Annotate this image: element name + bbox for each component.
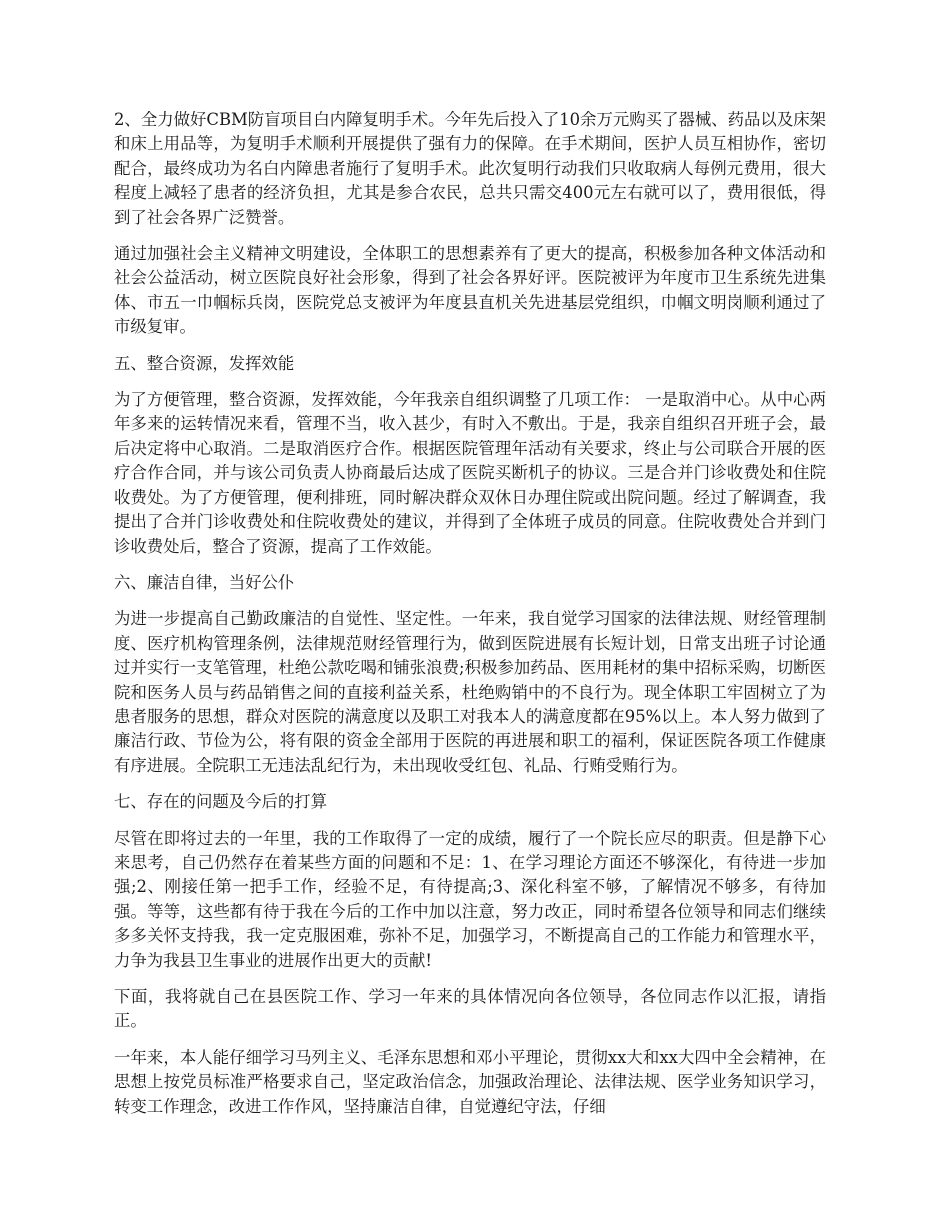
section-heading-integrity: 六、廉洁自律，当好公仆 — [114, 572, 295, 592]
section-heading-integrate-resources: 五、整合资源，发挥效能 — [114, 353, 295, 373]
document-page — [114, 108, 826, 1131]
paragraph-integrity: 为进一步提高自己勤政廉洁的自觉性、坚定性。一年来，我自觉学习国家的法律法规、财经管理制度、医疗机构管理条例，法律规范财经管理行为，做到医院进展有长短计划，日常支出班子讨论通过并实行一支笔管理，杜绝公款吃喝和铺张浪费;积极参加药品、医用耗材的集中招标采购，切断医院和医务人员与药品销售之间的直接利益关系，杜绝购销中的不良行为。现全体职工牢固树立了为患者服务的思想，群众对医院的满意度以及职工对我本人的满意度都在95%以上。本人努力做到了廉洁行政、节俭为公，将有限的资金全部用于医院的再进展和职工的福利，保证医院各项工作健康有序进展。全院职工无违法乱纪行为，未出现收受红包、礼品、行贿受贿行为。 — [114, 609, 826, 775]
paragraph-cbm-surgery: 2、全力做好CBM防盲项目白内障复明手术。今年先后投入了10余万元购买了器械、药品以及床架和床上用品等，为复明手术顺利开展提供了强有力的保障。在手术期间，医护人员互相协作，密切配合，最终成功为名白内障患者施行了复明手术。此次复明行动我们只收取病人每例元费用，很大程度上减轻了患者的经济负担，尤其是参合农民，总共只需交400元左右就可以了，费用很低，得到了社会各界广泛赞誉。 — [114, 110, 826, 227]
paragraph-problems-plans: 尽管在即将过去的一年里，我的工作取得了一定的成绩，履行了一个院长应尽的职责。但是静下心来思考，自己仍然存在着某些方面的问题和不足：1、在学习理论方面还不够深化，有待进一步加强;2、刚接任第一把手工作，经验不足，有待提高;3、深化科室不够，了解情况不够多，有待加强。等等，这些都有待于我在今后的工作中加以注意，努力改正，同时希望各位领导和同志们继续多多关怀支持我，我一定克服困难，弥补不足，加强学习，不断提高自己的工作能力和管理水平，力争为我县卫生事业的进展作出更大的贡献! — [114, 828, 826, 970]
section-heading-problems-plans: 七、存在的问题及今后的打算 — [114, 792, 328, 812]
paragraph-study-theory: 一年来，本人能仔细学习马列主义、毛泽东思想和邓小平理论，贯彻xx大和xx大四中全会精神，在思想上按党员标准严格要求自己，坚定政治信念，加强政治理论、法律法规、医学业务知识学习，转变工作理念，改进工作作风，坚持廉洁自律，自觉遵纪守法，仔细 — [114, 1047, 826, 1116]
paragraph-spiritual-civilization: 通过加强社会主义精神文明建设，全体职工的思想素养有了更大的提高，积极参加各种文体活动和社会公益活动，树立医院良好社会形象，得到了社会各界好评。医院被评为年度市卫生系统先进集体、市五一巾帼标兵岗，医院党总支被评为年度县直机关先进基层党组织，巾帼文明岗顺利通过了市级复审。 — [114, 244, 826, 337]
paragraph-report-intro: 下面，我将就自己在县医院工作、学习一年来的具体情况向各位领导，各位同志作以汇报，请指正。 — [114, 987, 826, 1031]
paragraph-integrate-resources: 为了方便管理，整合资源，发挥效能，今年我亲自组织调整了几项工作： 一是取消中心。从中心两年多来的运转情况来看，管理不当，收入甚少，有时入不敷出。于是，我亲自组织召开班子会，最后决定将中心取消。二是取消医疗合作。根据医院管理年活动有关要求，终止与公司联合开展的医疗合作合同，并与该公司负责人协商最后达成了医院买断机子的协议。三是合并门诊收费处和住院收费处。为了方便管理，便利排班，同时解决群众双休日办理住院或出院问题。经过了解调查，我提出了合并门诊收费处和住院收费处的建议，并得到了全体班子成员的同意。住院收费处合并到门诊收费处后，整合了资源，提高了工作效能。 — [114, 390, 826, 556]
